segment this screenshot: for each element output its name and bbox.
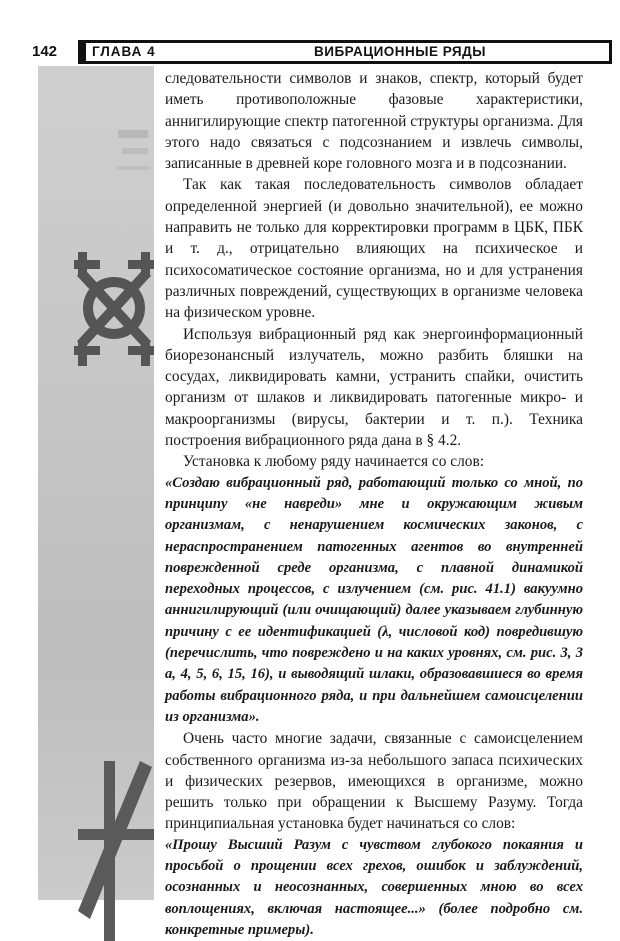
paragraph: Так как такая последовательность символов обладает определенной энергией (и довольно значительной), ее можно направить не только для корректировки программ в ЦБК, ПБК и т. д., отрицательно влияющих на психическое и психосоматическое состояние организма, но и для устранения различных повреждений, существующих в организме человека на физическом уровне. (165, 176, 583, 322)
page-number: 142 (32, 43, 58, 60)
running-header (78, 40, 612, 64)
chapter-label: ГЛАВА 4 (92, 44, 156, 59)
cross-circle-icon (74, 246, 154, 371)
paragraph: Очень часто многие задачи, связанные с самоисцелением собственного организма из-за небольшого запаса психических и физических резервов, имеющихся в организме, можно решить только при обращении к Высшему Разуму. Тогда принципиальная установка будет начинаться со слов: (165, 730, 583, 833)
slashed-cross-icon (78, 761, 154, 941)
paragraph: Используя вибрационный ряд как энергоинформационный биорезонансный излучатель, можно разбить бляшки на сосудах, ликвидировать камни, устранить спайки, очистить организм от шлаков и ликвидировать патогенные микро- и макроорганизмы (вирусы, бактерии и т. п.). Техника построения вибрационного ряда дана в § 4.2. (165, 325, 583, 450)
page-body (165, 68, 583, 941)
paragraph: следовательности символов и знаков, спектр, который будет иметь противоположные фазовые характеристики, аннигилирующие спектр патогенной структуры организма. Для этого надо связаться с подсознанием и извлечь символы, записанные в древней коре головного мозга и в подсознании. (165, 70, 583, 173)
quote-emphasis: вакуумно аннигилирующий (165, 581, 583, 619)
quote-text: «Прошу Высший Разум с чувством глубокого покаяния и просьбой о прощении всех грехов, ошибок и заблуждений, осознанных и неосознанных, совершенных мною во всех воплощениях, включая настоящее...» (165, 836, 583, 917)
quote-text: (более подробно см. конкретные примеры). (165, 900, 583, 938)
quote-text: (или очищающий) далее указываем глубинную причину с ее идентификацией (λ, числовой код) повредившую (перечислить, что повреждено и на каких уровнях, см. рис. 3, 3 а, 4, 5, 6, 15, 16), и выводящий шлаки, образовавшиеся во время работы вибрационного ряда, и при дальнейшем самоисцелении из организма». (165, 602, 583, 725)
quoted-setting (165, 473, 583, 729)
paragraph: Установка к любому ряду начинается со слов: (183, 453, 485, 471)
chapter-title: ВИБРАЦИОННЫЕ РЯДЫ (314, 44, 486, 59)
faint-texture (114, 126, 154, 226)
quote-text: «Создаю вибрационный ряд, работающий только со мной, по принципу «не навреди» мне и окружающим живым организмам, с ненарушением космических законов, с нераспространением патогенных агентов во внутренней поврежденной среде организма, с плавной динамикой переходных процессов, с излучением (см. рис. 41.1) (165, 474, 583, 598)
quoted-setting (165, 835, 583, 941)
decorative-sidebar (38, 66, 154, 900)
